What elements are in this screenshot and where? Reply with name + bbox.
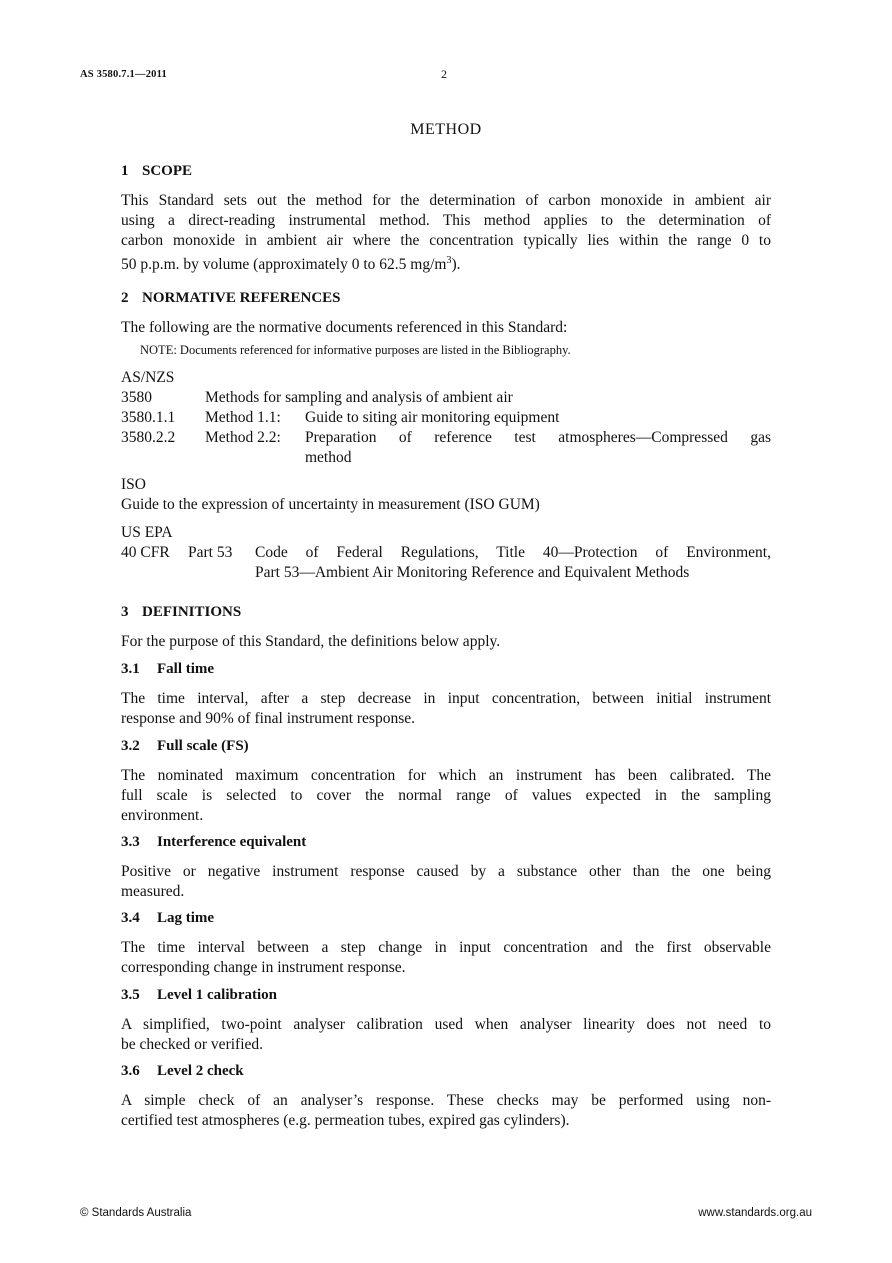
- definition-number: 3.4: [121, 910, 140, 926]
- reference-title: [255, 543, 771, 583]
- definition-heading: [121, 738, 249, 755]
- reference-code: 3580.1.1: [121, 409, 176, 426]
- reference-group-label: US EPA: [121, 524, 173, 541]
- definition-text: [121, 766, 771, 826]
- text-line: certified test atmospheres (e.g. permeation tubes, expired gas cylinders).: [121, 1112, 570, 1129]
- section-heading-scope: [121, 163, 192, 180]
- reference-title: Guide to siting air monitoring equipment: [305, 409, 560, 426]
- definition-heading: [121, 910, 214, 927]
- section-number: 1: [121, 163, 129, 179]
- website-link[interactable]: www.standards.org.au: [698, 1207, 812, 1219]
- text-fragment: 50 p.p.m. by volume (approximately 0 to 62.5 mg/m: [121, 256, 447, 274]
- section-heading-definitions: [121, 604, 241, 621]
- text-line: Part 53—Ambient Air Monitoring Reference and Equivalent Methods: [255, 564, 690, 581]
- text-line: A simplified, two-point analyser calibration used when analyser linearity does not need to: [121, 1016, 771, 1033]
- text-line: [121, 251, 771, 275]
- copyright-notice: © Standards Australia: [80, 1207, 192, 1219]
- normative-intro: The following are the normative documents referenced in this Standard:: [121, 319, 568, 336]
- section-title: DEFINITIONS: [142, 604, 242, 620]
- text-line: The nominated maximum concentration for which an instrument has been calibrated. The: [121, 767, 771, 784]
- definition-text: [121, 938, 771, 978]
- text-fragment: ).: [451, 256, 461, 274]
- definition-heading: [121, 834, 306, 851]
- text-line: method: [305, 449, 352, 466]
- text-line: The time interval between a step change in input concentration and the first observable: [121, 939, 771, 956]
- reference-group-label: ISO: [121, 476, 146, 493]
- definition-number: 3.5: [121, 987, 140, 1003]
- definition-heading: [121, 661, 214, 678]
- definition-text: [121, 1091, 771, 1131]
- reference-title: Guide to the expression of uncertainty in measurement (ISO GUM): [121, 496, 540, 513]
- reference-title: [305, 428, 771, 468]
- text-line: be checked or verified.: [121, 1036, 264, 1053]
- page-number: 2: [441, 67, 447, 81]
- text-line: response and 90% of final instrument response.: [121, 710, 416, 727]
- document-id: AS 3580.7.1—2011: [80, 69, 167, 80]
- reference-group-label: AS/NZS: [121, 369, 175, 386]
- definition-term: Fall time: [157, 661, 215, 677]
- definition-number: 3.1: [121, 661, 140, 677]
- definition-text: [121, 862, 771, 902]
- text-line: Preparation of reference test atmospheres—Compressed gas: [305, 429, 771, 446]
- definitions-intro: For the purpose of this Standard, the definitions below apply.: [121, 633, 501, 650]
- section-number: 3: [121, 604, 129, 620]
- text-line: environment.: [121, 807, 204, 824]
- text-line: The time interval, after a step decrease in input concentration, between initial instrument: [121, 690, 771, 707]
- text-line: carbon monoxide in ambient air where the concentration typically lies within the range 0 to: [121, 232, 771, 249]
- text-line: corresponding change in instrument response.: [121, 959, 406, 976]
- reference-method: Method 2.2:: [205, 429, 281, 446]
- definition-heading: [121, 987, 277, 1004]
- text-line: This Standard sets out the method for the determination of carbon monoxide in ambient air: [121, 192, 771, 209]
- reference-code: 3580: [121, 389, 152, 406]
- scope-paragraph: [121, 191, 771, 275]
- text-line: measured.: [121, 883, 185, 900]
- section-title: SCOPE: [142, 163, 193, 179]
- definition-text: [121, 1015, 771, 1055]
- text-line: using a direct-reading instrumental method. This method applies to the determination of: [121, 212, 771, 229]
- definition-term: Lag time: [157, 910, 215, 926]
- section-number: 2: [121, 290, 129, 306]
- definition-text: [121, 689, 771, 729]
- reference-title: Methods for sampling and analysis of ambient air: [205, 389, 513, 406]
- normative-note: NOTE: Documents referenced for informative purposes are listed in the Bibliography.: [140, 343, 571, 357]
- definition-number: 3.3: [121, 834, 140, 850]
- text-line: Positive or negative instrument response caused by a substance other than the one being: [121, 863, 771, 880]
- reference-method: Method 1.1:: [205, 409, 281, 426]
- definition-term: Level 2 check: [157, 1063, 244, 1079]
- reference-part: Part 53: [188, 544, 233, 561]
- text-line: A simple check of an analyser’s response. These checks may be performed using non-: [121, 1092, 771, 1109]
- superscript: 3: [446, 255, 452, 266]
- definition-heading: [121, 1063, 244, 1080]
- definition-number: 3.2: [121, 738, 140, 754]
- section-title: NORMATIVE REFERENCES: [142, 290, 341, 306]
- text-line: full scale is selected to cover the normal range of values expected in the sampling: [121, 787, 771, 804]
- definition-term: Level 1 calibration: [157, 987, 277, 1003]
- page-title: METHOD: [410, 121, 482, 138]
- definition-term: Interference equivalent: [157, 834, 307, 850]
- text-line: Code of Federal Regulations, Title 40—Protection of Environment,: [255, 544, 771, 561]
- reference-code: 3580.2.2: [121, 429, 176, 446]
- definition-term: Full scale (FS): [157, 738, 249, 754]
- reference-code: 40 CFR: [121, 544, 170, 561]
- definition-number: 3.6: [121, 1063, 140, 1079]
- section-heading-normative-references: [121, 290, 341, 307]
